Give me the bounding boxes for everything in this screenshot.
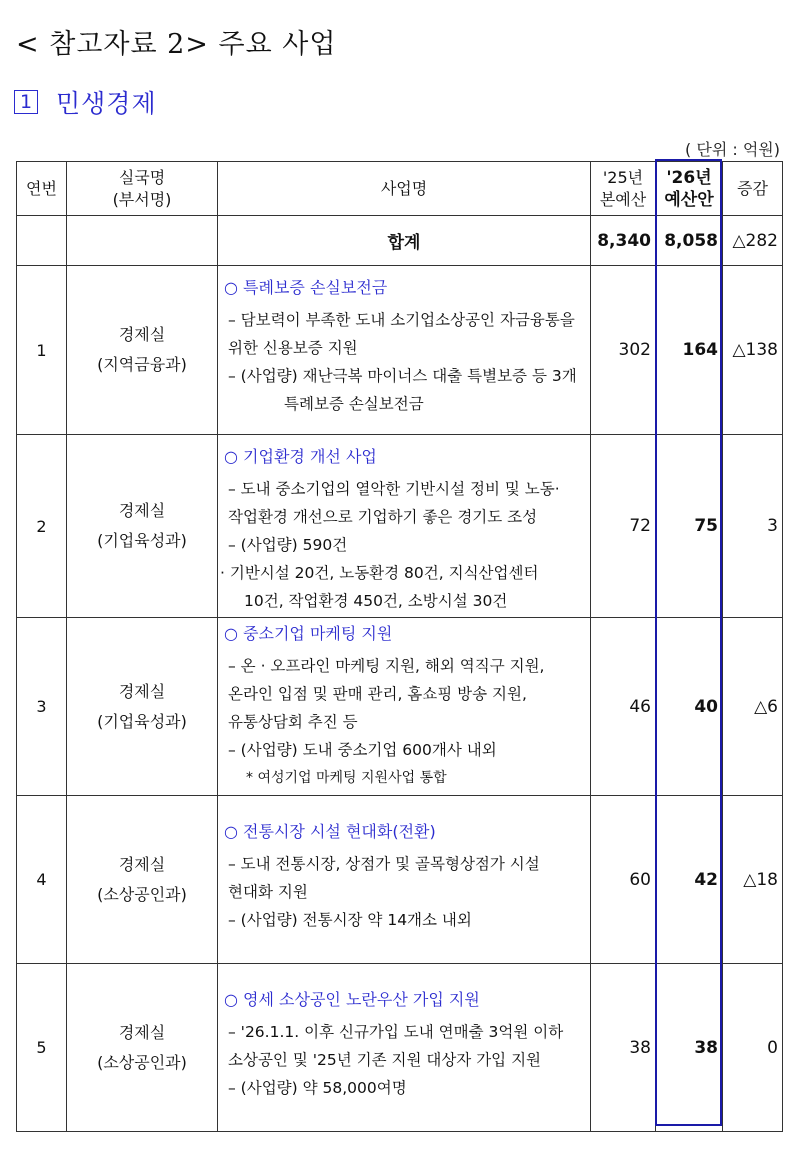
table-row	[17, 618, 783, 796]
project-title: ○ 기업환경 개선 사업	[224, 447, 377, 466]
project-line: – (사업량) 590건	[228, 536, 348, 554]
row-dept	[67, 266, 218, 435]
header-project: 사업명	[218, 162, 591, 216]
project-line: – 도내 전통시장, 상점가 및 골목형상점가 시설	[228, 855, 540, 873]
total-seq	[17, 216, 67, 266]
header-seq: 연번	[17, 162, 67, 216]
row-dept-name: 경제실	[118, 854, 166, 874]
project-line: – 담보력이 부족한 도내 소기업소상공인 자금융통을	[228, 311, 575, 329]
project-line: 소상공인 및 '25년 기존 지원 대상자 가입 지원	[228, 1051, 542, 1069]
row-next: 164	[656, 266, 723, 435]
project-line: – (사업량) 약 58,000여명	[228, 1079, 407, 1097]
project-line: 작업환경 개선으로 기업하기 좋은 경기도 조성	[228, 508, 538, 526]
project-title: ○ 특례보증 손실보전금	[224, 278, 388, 297]
project-title: ○ 중소기업 마케팅 지원	[224, 624, 393, 643]
row-prev: 60	[591, 796, 656, 964]
row-dept-name: 경제실	[118, 325, 166, 344]
row-seq: 4	[17, 796, 67, 964]
table-row	[17, 266, 783, 435]
header-dept-line1: 실국명	[118, 167, 166, 187]
row-next: 42	[656, 796, 723, 964]
row-project	[218, 964, 591, 1132]
row-change: △138	[723, 266, 783, 435]
row-change: 3	[723, 435, 783, 618]
row-dept	[67, 796, 218, 964]
header-next-line1: '26년	[666, 167, 712, 188]
header-prev-line2: 본예산	[599, 189, 647, 209]
row-next: 75	[656, 435, 723, 618]
project-line: – (사업량) 전통시장 약 14개소 내외	[228, 911, 472, 929]
row-dept-sub: (기업육성과)	[97, 531, 187, 550]
total-prev: 8,340	[591, 216, 656, 266]
project-title: ○ 영세 소상공인 노란우산 가입 지원	[224, 990, 480, 1009]
project-line: 유통상담회 추진 등	[228, 713, 358, 731]
total-row	[17, 216, 783, 266]
row-seq: 3	[17, 618, 67, 796]
row-dept	[67, 964, 218, 1132]
section-number-box: 1	[14, 90, 38, 114]
project-line: – 도내 중소기업의 열악한 기반시설 정비 및 노동·	[228, 480, 560, 498]
row-dept-name: 경제실	[118, 1022, 166, 1042]
project-line: – '26.1.1. 이후 신규가입 도내 연매출 3억원 이하	[228, 1023, 564, 1041]
total-next: 8,058	[656, 216, 723, 266]
unit-note: ( 단위 : 억원)	[685, 140, 780, 159]
row-dept-name: 경제실	[118, 681, 166, 701]
row-prev: 302	[591, 266, 656, 435]
table-row	[17, 435, 783, 618]
project-line: – (사업량) 재난극복 마이너스 대출 특별보증 등 3개	[228, 367, 577, 385]
section-heading	[14, 84, 157, 120]
row-dept-sub: (소상공인과)	[97, 884, 187, 904]
project-title: ○ 전통시장 시설 현대화(전환)	[224, 822, 436, 841]
row-prev: 38	[591, 964, 656, 1132]
project-line: · 기반시설 20건, 노동환경 80건, 지식산업센터	[220, 564, 539, 582]
row-seq: 5	[17, 964, 67, 1132]
total-label: 합계	[218, 216, 591, 266]
row-dept-sub: (소상공인과)	[97, 1052, 187, 1072]
header-change: 증감	[723, 162, 783, 216]
project-line: 현대화 지원	[228, 883, 308, 901]
header-dept	[67, 162, 218, 216]
row-project	[218, 435, 591, 618]
row-next: 38	[656, 964, 723, 1132]
header-next-line2: 예산안	[664, 189, 714, 210]
header-prev-budget	[591, 162, 656, 216]
header-next-budget	[656, 162, 723, 216]
row-project	[218, 618, 591, 796]
total-dept	[67, 216, 218, 266]
table-row	[17, 964, 783, 1132]
header-prev-line1: '25년	[602, 167, 644, 187]
row-dept	[67, 435, 218, 618]
project-line: 위한 신용보증 지원	[228, 339, 358, 357]
row-project	[218, 796, 591, 964]
document-title: < 참고자료 2> 주요 사업	[16, 29, 337, 60]
row-seq: 2	[17, 435, 67, 618]
row-prev: 46	[591, 618, 656, 796]
project-line: 온라인 입점 및 판매 관리, 홈쇼핑 방송 지원,	[228, 685, 527, 703]
section-title: 민생경제	[56, 89, 157, 118]
row-seq: 1	[17, 266, 67, 435]
row-dept-name: 경제실	[118, 501, 166, 520]
row-dept-sub: (지역금융과)	[97, 355, 187, 374]
row-project	[218, 266, 591, 435]
row-dept-sub: (기업육성과)	[97, 711, 187, 731]
row-change: △18	[723, 796, 783, 964]
project-note: * 여성기업 마케팅 지원사업 통합	[246, 770, 447, 786]
table-row	[17, 796, 783, 964]
row-dept	[67, 618, 218, 796]
project-line: 특례보증 손실보전금	[284, 395, 424, 413]
project-line: – 온 · 오프라인 마케팅 지원, 해외 역직구 지원,	[228, 657, 545, 675]
project-line: 10건, 작업환경 450건, 소방시설 30건	[244, 592, 508, 610]
header-dept-line2: (부서명)	[112, 189, 172, 209]
row-change: 0	[723, 964, 783, 1132]
row-next: 40	[656, 618, 723, 796]
row-prev: 72	[591, 435, 656, 618]
budget-table	[16, 161, 783, 1132]
project-line: – (사업량) 도내 중소기업 600개사 내외	[228, 741, 497, 759]
total-change: △282	[723, 216, 783, 266]
row-change: △6	[723, 618, 783, 796]
header-row	[17, 162, 783, 216]
